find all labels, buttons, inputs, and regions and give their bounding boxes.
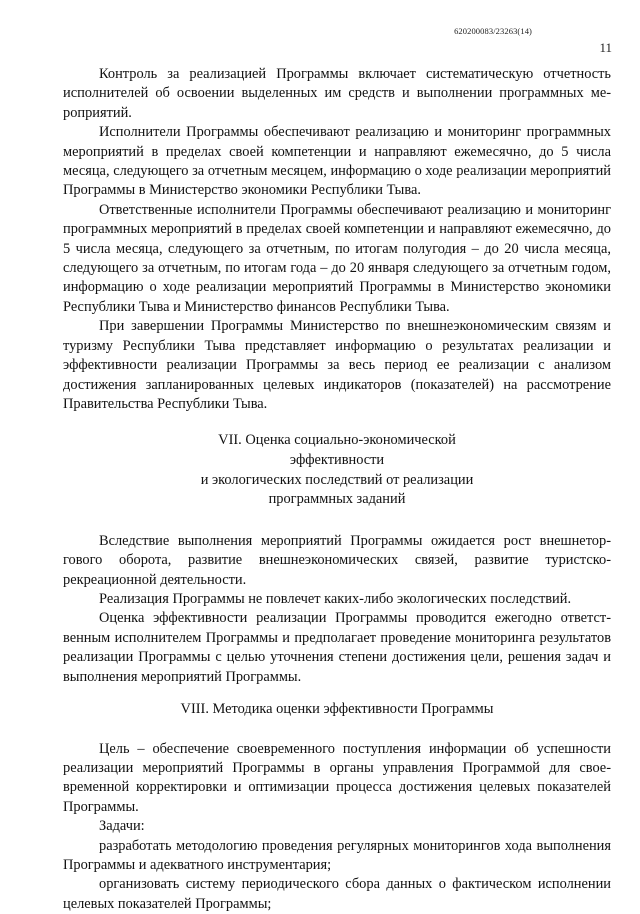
paragraph-efficiency-evaluation: Оценка эффективности реализации Программы проводится ежегодно ответственным исполнителем Программы и предполагает проведение мониторинга результатов реализации Программы с целью уточнения степени достижения цели, решения задач и выполнения мероприятий Программы. [63, 610, 611, 685]
paragraph-task-methodology: разработать методологию проведения регулярных мониторингов хода выполнения Программы и адекватного инструментария; [63, 837, 611, 873]
paragraph-responsible-executors: Ответственные исполнители Программы обеспечивают реализацию и мониторинг программных мероприятий в пределах своей компетенции и направляют ежемесячно, до 5 числа месяца, следующего за отчетным, по итогам полугодия – до 20 числа месяца, следующего за отчетным, по итогам года – до 20 января следующего за отчетным годом, информацию о ходе реализации мероприятий Программы в Министерство экономики Республики Тыва и Министерство финансов Республики Тыва. [63, 201, 611, 315]
paragraph-executors: Исполнители Программы обеспечивают реализацию и мониторинг программных мероприятий в пределах своей компетенции и направляют ежемесячно, до 5 числа месяца, следующего за отчетным месяцем, информацию о ходе реализации мероприятий Программы в Министерство экономики Республики Тыва. [63, 124, 611, 199]
paragraph-control: Контроль за реализацией Программы включает систематическую отчетность исполнителей об освоении выделенных им средств и выполнении программных мероприятий. [63, 66, 611, 121]
page-number: 11 [599, 40, 612, 55]
paragraph-trade-growth: Вследствие выполнения мероприятий Программы ожидается рост внешнеторгового оборота, развитие внешнеэкономических связей, развитие туристско-рекреационной деятельности. [63, 532, 611, 588]
section-7-heading-line: программных заданий [268, 491, 406, 508]
section-7-heading-line: и экологических последствий от реализации [200, 471, 474, 488]
paragraph-completion: При завершении Программы Министерство по внешнеэкономическим связям и туризму Республики Тыва представляет информацию о результатах реализации и эффективности реализации Программы за весь период ее реализации с анализом достижения запланированных целевых индикаторов (показателей) на рассмотрение Правительства Республики Тыва. [63, 318, 611, 412]
paragraph-goal: Цель – обеспечение своевременного поступления информации об успешности реализации мероприятий Программы в органы управления Программой для своевременной корректировки и оптимизации процесса достижения целевых показателей Программы. [63, 740, 611, 815]
section-7-heading-line: VII. Оценка социально-экономической эффективности [218, 432, 456, 468]
section-7-heading [172, 431, 502, 509]
paragraph-task-data-collection: организовать систему периодического сбора данных о фактическом исполнении целевых показателей Программы; [63, 876, 611, 912]
paragraph-ecology: Реализация Программы не повлечет каких-либо экологических последствий. [99, 590, 572, 607]
document-code: 620200083/23263(14) [454, 26, 532, 36]
section-8-heading: VIII. Методика оценки эффективности Программы [180, 700, 494, 717]
paragraph-tasks-label: Задачи: [99, 818, 145, 835]
document-body [63, 65, 611, 914]
